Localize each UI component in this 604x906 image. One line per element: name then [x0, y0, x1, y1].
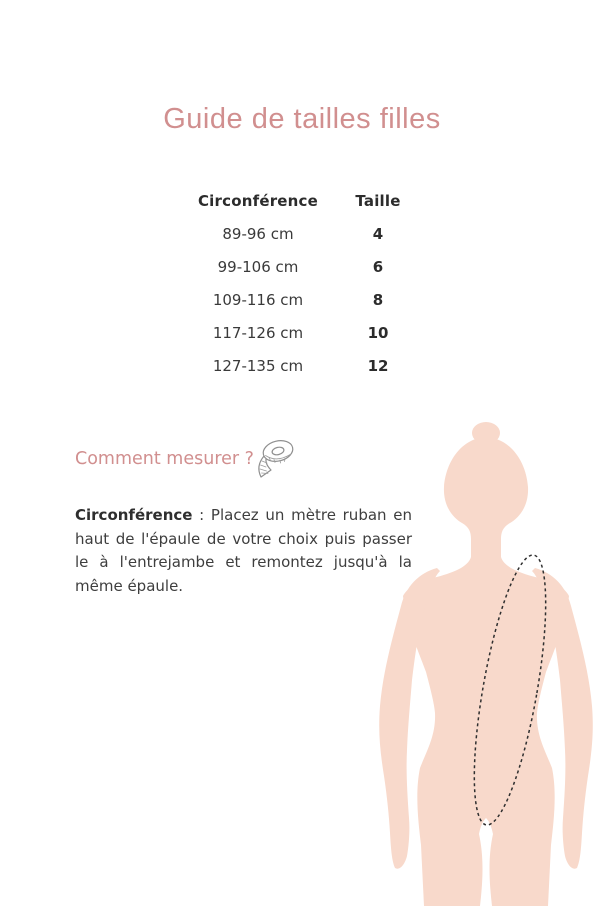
- table-row: [183, 283, 423, 316]
- page-title: Guide de tailles filles: [163, 103, 441, 136]
- instruction-text: : Placez un mètre ruban en haut de l'épaule de votre choix puis passer le à l'entrejambe et remontez jusqu'à la même épaule.: [75, 506, 412, 595]
- size-value: 8: [372, 290, 384, 309]
- size-value: 12: [367, 356, 389, 375]
- instruction-term: Circonférence: [75, 506, 193, 524]
- size-table: [183, 184, 423, 382]
- table-row: [183, 217, 423, 250]
- table-row: [183, 349, 423, 382]
- circumference-value: 109-116 cm: [212, 290, 304, 309]
- circumference-value: 99-106 cm: [217, 257, 299, 276]
- size-value: 4: [372, 224, 384, 243]
- circumference-value: 89-96 cm: [222, 224, 294, 243]
- circumference-value: 117-126 cm: [212, 323, 304, 342]
- table-row: [183, 316, 423, 349]
- column-header-circumference: Circonférence: [197, 191, 319, 210]
- circumference-value: 127-135 cm: [212, 356, 304, 375]
- table-header-row: [183, 184, 423, 217]
- table-row: [183, 250, 423, 283]
- column-header-size: Taille: [355, 191, 401, 210]
- girl-body-silhouette: [373, 420, 604, 906]
- how-to-measure-heading: Comment mesurer ?: [75, 449, 254, 469]
- measuring-tape-icon: [250, 436, 298, 484]
- size-value: 10: [367, 323, 389, 342]
- measurement-instructions: [75, 504, 412, 598]
- size-value: 6: [372, 257, 384, 276]
